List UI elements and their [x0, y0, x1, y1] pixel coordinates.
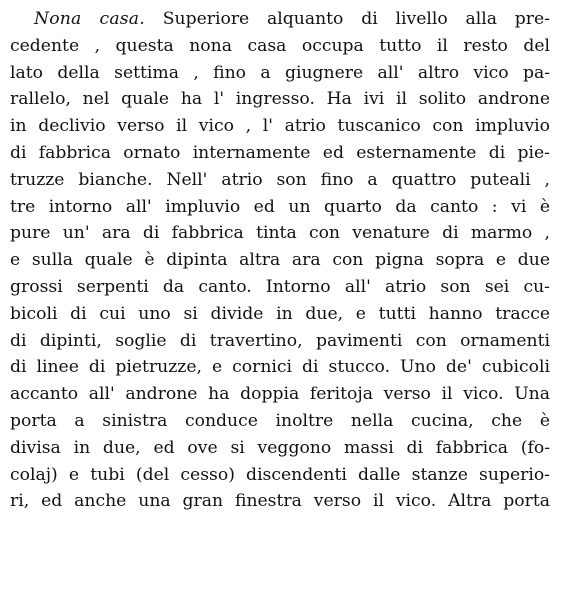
document-page — [10, 6, 550, 515]
text-line-19: ri, ed anche una gran finestra verso il vico. Altra porta — [10, 491, 550, 512]
section-heading: Nona casa. — [34, 9, 145, 29]
text-line-17: divisa in due, ed ove si veggono massi di fabbrica (fo- — [10, 437, 550, 458]
text-line-10: e sulla quale è dipinta altra ara con pigna sopra e due — [10, 250, 550, 271]
text-line-14: di linee di pietruzze, e cornici di stucco. Uno de' cubicoli — [10, 357, 550, 378]
text-line-1-body: Superiore alquanto di livello alla pre- — [162, 9, 551, 29]
text-line-18: colaj) e tubi (del cesso) discendenti dalle stanze superio- — [10, 464, 550, 485]
text-line-16: porta a sinistra conduce inoltre nella cucina, che è — [10, 410, 550, 431]
text-line-12: bicoli di cui uno si divide in due, e tutti hanno tracce — [10, 303, 550, 324]
text-line-13: di dipinti, soglie di travertino, pavimenti con ornamenti — [10, 330, 550, 351]
text-line-4: rallelo, nel quale ha l' ingresso. Ha ivi il solito androne — [10, 89, 550, 110]
text-line-8: tre intorno all' impluvio ed un quarto da canto : vi è — [10, 196, 550, 217]
text-line-9: pure un' ara di fabbrica tinta con venature di marmo , — [10, 223, 550, 244]
text-line-2: cedente , questa nona casa occupa tutto il resto del — [10, 35, 550, 56]
text-line-5: in declivio verso il vico , l' atrio tuscanico con impluvio — [10, 116, 550, 137]
text-line-15: accanto all' androne ha doppia feritoja verso il vico. Una — [10, 384, 550, 405]
text-line-3: lato della settima , fino a giugnere all' altro vico pa- — [10, 62, 550, 83]
text-line-11: grossi serpenti da canto. Intorno all' atrio son sei cu- — [10, 276, 550, 297]
text-line-1 — [10, 6, 550, 33]
text-line-7: truzze bianche. Nell' atrio son fino a quattro puteali , — [10, 169, 550, 190]
text-line-6: di fabbrica ornato internamente ed esternamente di pie- — [10, 142, 550, 163]
